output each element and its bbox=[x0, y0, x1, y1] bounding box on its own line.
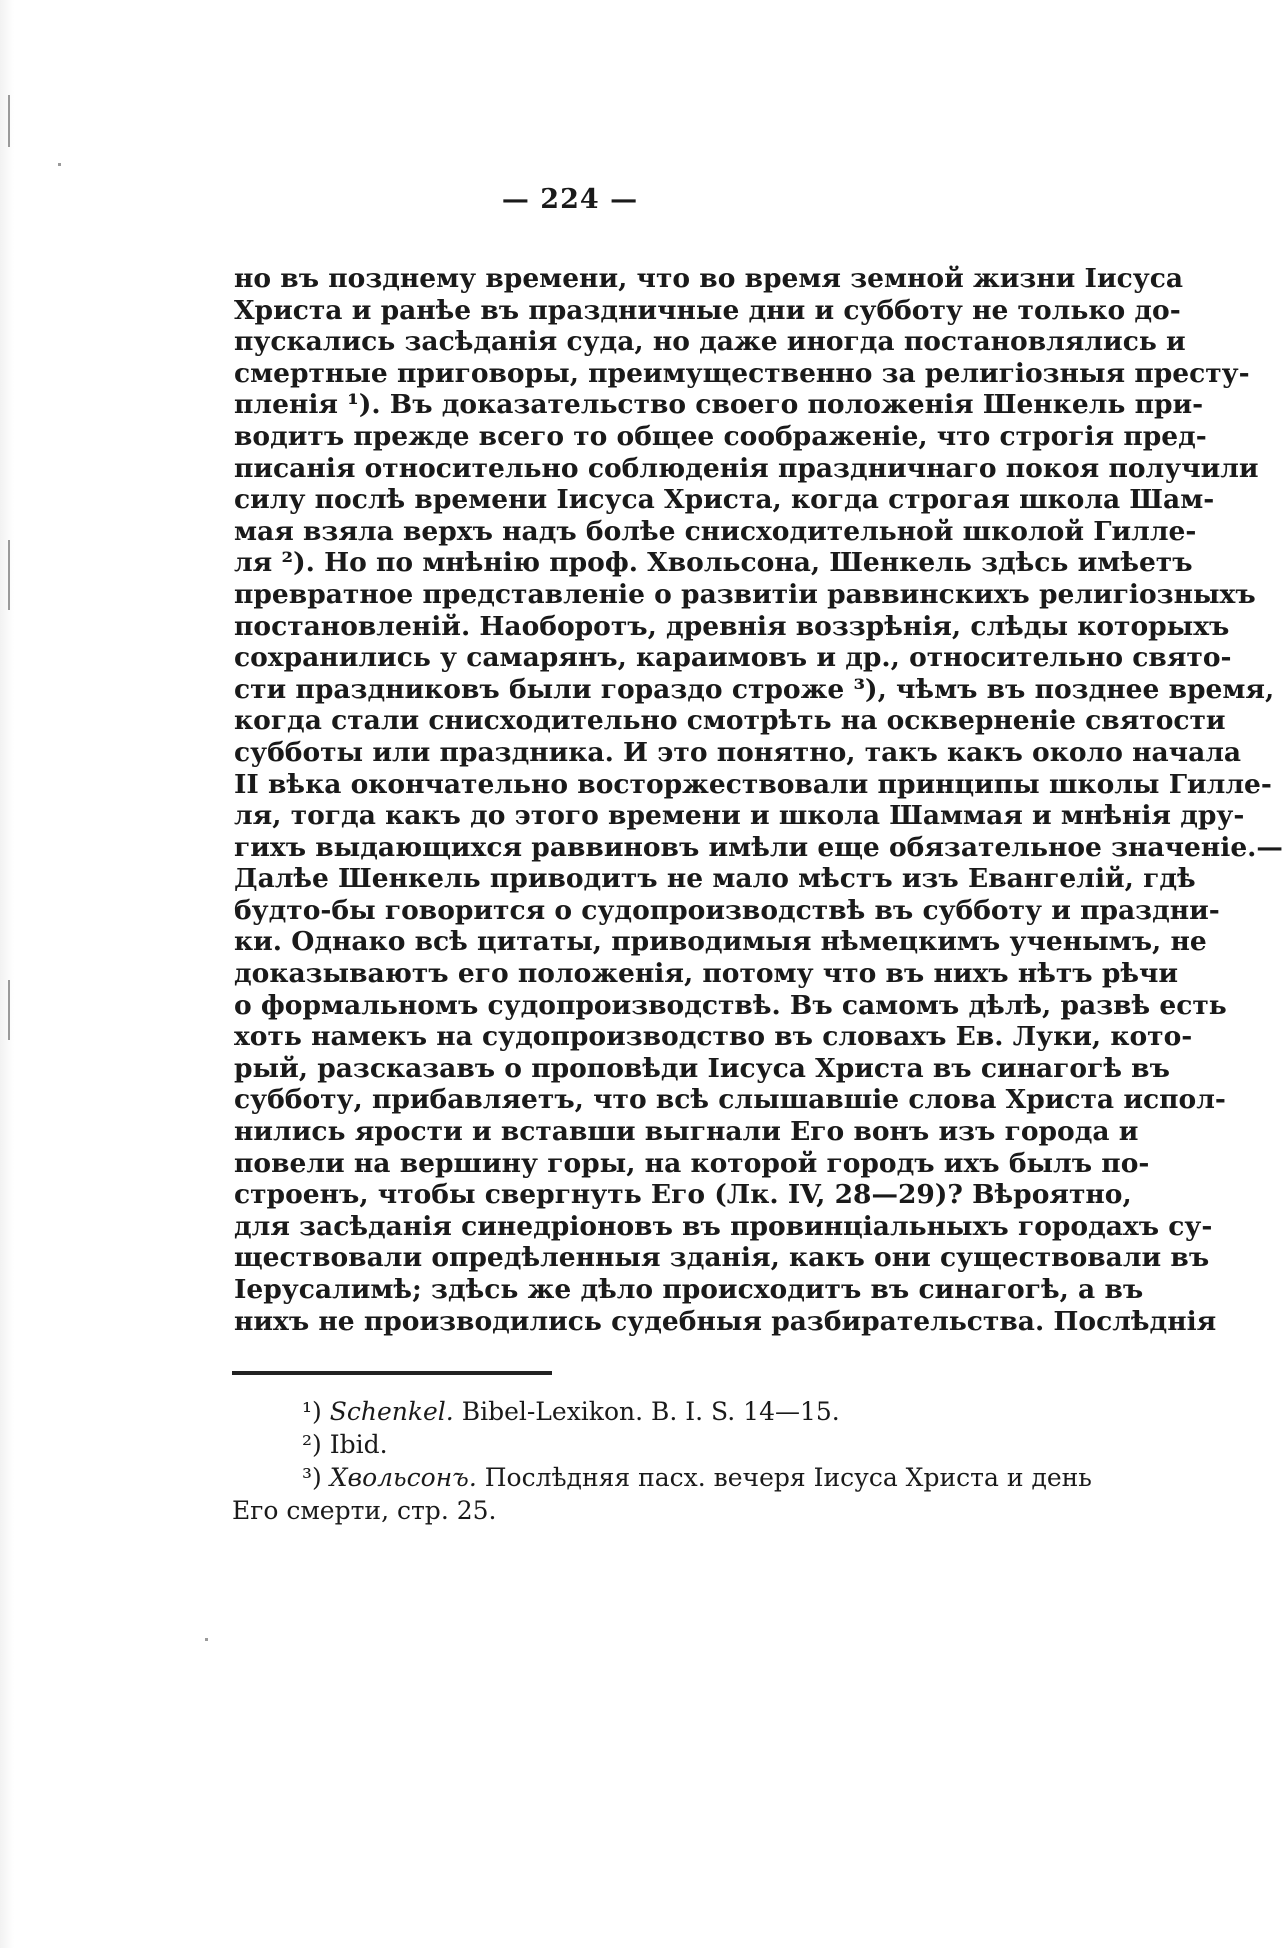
footnote-marker: ²) bbox=[302, 1430, 322, 1459]
footnote-source: Хвольсонъ. bbox=[329, 1463, 477, 1492]
scan-left-edge bbox=[0, 0, 14, 1948]
footnote-separator bbox=[232, 1371, 552, 1375]
text-line: смертные приговоры, преимущественно за религіозныя престу- bbox=[234, 357, 1250, 389]
footnote-marker: ¹) bbox=[302, 1397, 322, 1426]
footnote-marker: ³) bbox=[302, 1463, 322, 1492]
text-line: когда стали снисходительно смотрѣть на оскверненіе святости bbox=[234, 705, 1226, 737]
footnotes bbox=[232, 1395, 1092, 1527]
scan-edge-mark bbox=[8, 540, 10, 610]
text-line: Іерусалимѣ; здѣсь же дѣло происходитъ въ синагогѣ, а въ bbox=[234, 1274, 1144, 1305]
text-line: Христа и ранѣе въ праздничные дни и субботу не только до- bbox=[234, 294, 1181, 326]
footnote-text: Ibid. bbox=[329, 1430, 388, 1459]
text-line: мая взяла верхъ надъ болѣе снисходительной школой Гилле- bbox=[234, 515, 1197, 547]
text-line: гихъ выдающихся раввиновъ имѣли еще обязательное значеніе.— bbox=[234, 831, 1283, 863]
text-line: ля ²). Но по мнѣнію проф. Хвольсона, Шенкель здѣсь имѣетъ bbox=[234, 547, 1193, 579]
text-line: водитъ прежде всего то общее соображеніе, что строгія пред- bbox=[234, 420, 1207, 452]
footnote-3-continuation: Его смерти, стр. 25. bbox=[232, 1496, 497, 1525]
text-line: пленія ¹). Въ доказательство своего положенія Шенкель при- bbox=[234, 389, 1204, 421]
text-line: повели на вершину горы, на которой городъ ихъ былъ по- bbox=[234, 1147, 1150, 1179]
text-line: постановленій. Наоборотъ, древнія воззрѣнія, слѣды которыхъ bbox=[234, 610, 1230, 642]
main-text bbox=[234, 263, 1283, 1337]
scan-edge-mark bbox=[8, 980, 10, 1040]
text-line: Далѣе Шенкель приводитъ не мало мѣстъ изъ Евангелій, гдѣ bbox=[234, 863, 1196, 895]
text-line: для засѣданія синедріоновъ въ провинціальныхъ городахъ су- bbox=[234, 1210, 1213, 1242]
text-line: строенъ, чтобы свергнуть Его (Лк. IV, 28—29)? Вѣроятно, bbox=[234, 1179, 1132, 1211]
text-line: II вѣка окончательно восторжествовали принципы школы Гилле- bbox=[234, 768, 1272, 800]
text-line: превратное представленіе о развитіи раввинскихъ религіозныхъ bbox=[234, 578, 1256, 610]
text-line: о формальномъ судопроизводствѣ. Въ самомъ дѣлѣ, развѣ есть bbox=[234, 989, 1227, 1021]
footnote-1 bbox=[232, 1395, 1064, 1428]
text-line: будто-бы говорится о судопроизводствѣ въ субботу и праздни- bbox=[234, 894, 1220, 926]
footnote-text: Послѣдняя пасх. вечеря Іисуса Христа и день bbox=[484, 1463, 1092, 1492]
text-line: нихъ не производились судебныя разбирательства. Послѣднія bbox=[234, 1305, 1217, 1337]
text-line: сти праздниковъ были гораздо строже ³), чѣмъ въ позднее время, bbox=[234, 673, 1275, 705]
text-line: но въ позднему времени, что во время земной жизни Іисуса bbox=[234, 263, 1184, 294]
text-line: субботу, прибавляетъ, что всѣ слышавшіе слова Христа испол- bbox=[234, 1084, 1226, 1116]
text-line: сохранились у самарянъ, караимовъ и др., относительно свято- bbox=[234, 642, 1232, 674]
page-number: — 224 — bbox=[501, 184, 639, 215]
footnote-3 bbox=[232, 1461, 1092, 1494]
footnote-source: Schenkel. bbox=[329, 1397, 454, 1426]
text-line: субботы или праздника. И это понятно, такъ какъ около начала bbox=[234, 736, 1242, 768]
text-line: хоть намекъ на судопроизводство въ словахъ Ев. Луки, кото- bbox=[234, 1021, 1193, 1053]
footnote-2 bbox=[232, 1428, 1064, 1461]
text-line: ки. Однако всѣ цитаты, приводимыя нѣмецкимъ ученымъ, не bbox=[234, 926, 1207, 958]
text-line: доказываютъ его положенія, потому что въ нихъ нѣтъ рѣчи bbox=[234, 958, 1179, 990]
text-line: рый, разсказавъ о проповѣди Іисуса Христа въ синагогѣ въ bbox=[234, 1052, 1170, 1084]
scan-edge-mark bbox=[8, 95, 10, 147]
text-line: нились ярости и вставши выгнали Его вонъ изъ города и bbox=[234, 1116, 1139, 1148]
text-line: пускались засѣданія суда, но даже иногда постановлялись и bbox=[234, 326, 1186, 358]
scan-speck bbox=[58, 163, 61, 166]
text-line: силу послѣ времени Іисуса Христа, когда строгая школа Шам- bbox=[234, 484, 1215, 516]
scan-speck bbox=[205, 1638, 208, 1641]
footnote-text: Bibel-Lexikon. B. I. S. 14—15. bbox=[461, 1397, 840, 1426]
text-line: писанія относительно соблюденія праздничнаго покоя получили bbox=[234, 452, 1259, 484]
text-line: ществовали опредѣленныя зданія, какъ они существовали въ bbox=[234, 1242, 1210, 1274]
text-line: ля, тогда какъ до этого времени и школа Шаммая и мнѣнія дру- bbox=[234, 800, 1245, 832]
